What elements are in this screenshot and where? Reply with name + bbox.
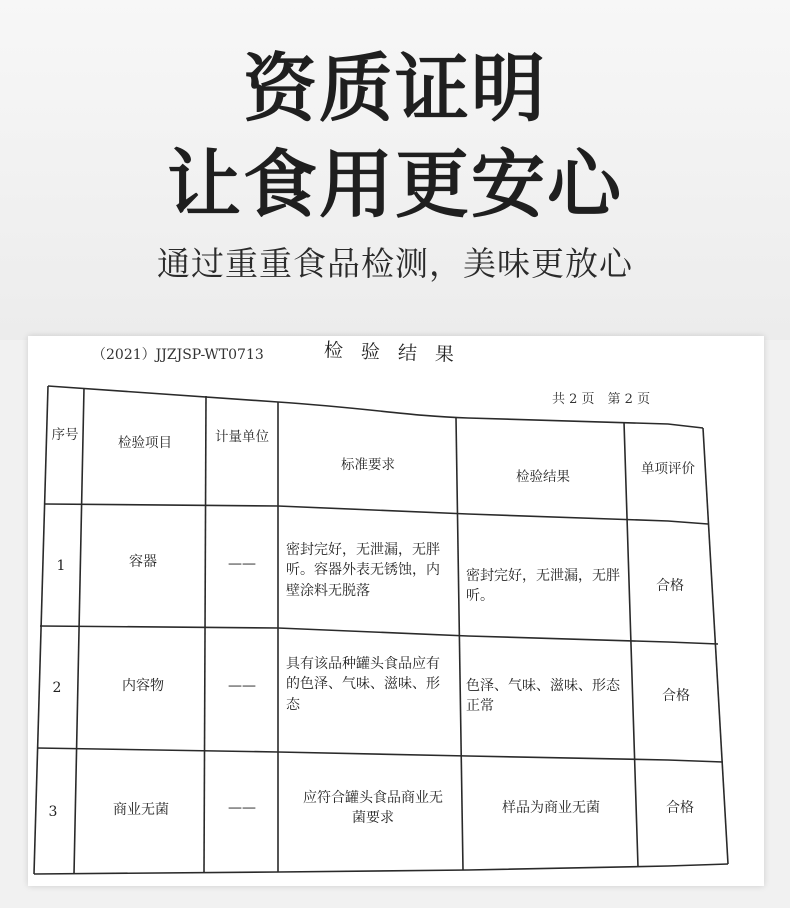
row2-unit: —— [228,678,256,694]
row1-unit: —— [228,556,256,572]
row3-seq: 3 [48,804,58,820]
row2-result: 色泽、气味、滋味、形态正常 [466,678,620,715]
row3-unit: —— [228,800,256,816]
row3-result: 样品为商业无菌 [502,800,600,816]
row2-item: 内容物 [122,678,164,694]
row2-evaluation: 合格 [662,688,690,704]
row1-result: 密封完好，无泄漏，无胖听。 [466,568,620,605]
row1-seq: 1 [56,558,66,574]
header-seq: 序号 [51,427,79,443]
hero-subtitle: 通过重重食品检测，美味更放心 [157,244,633,283]
row2-seq: 2 [52,680,62,696]
row2-standard: 具有该品种罐头食品应有的色泽、气味、滋味、形态 [286,656,440,713]
row1-evaluation: 合格 [656,578,684,594]
header-standard: 标准要求 [341,457,395,473]
hero-title-line1: 资质证明 [243,46,547,132]
row3-item: 商业无菌 [113,802,169,818]
hero-title-line2: 让食用更安心 [167,142,623,228]
header-item: 检验项目 [118,435,172,451]
row1-item: 容器 [129,554,157,570]
row3-evaluation: 合格 [666,800,694,816]
inspection-report-sheet [28,336,764,886]
row1-standard: 密封完好，无泄漏，无胖听。容器外表无锈蚀，内壁涂料无脱落 [286,542,440,599]
header-unit: 计量单位 [215,429,269,445]
row3-standard: 应符合罐头食品商业无菌要求 [303,790,443,827]
header-evaluation: 单项评价 [641,461,695,477]
header-result: 检验结果 [516,469,570,485]
report-number: （2021）JJZJSP-WT0713 [92,347,264,363]
page-info: 共 2 页 第 2 页 [552,392,651,407]
report-title: 检验结果 [323,339,473,367]
hero-banner [0,0,790,340]
